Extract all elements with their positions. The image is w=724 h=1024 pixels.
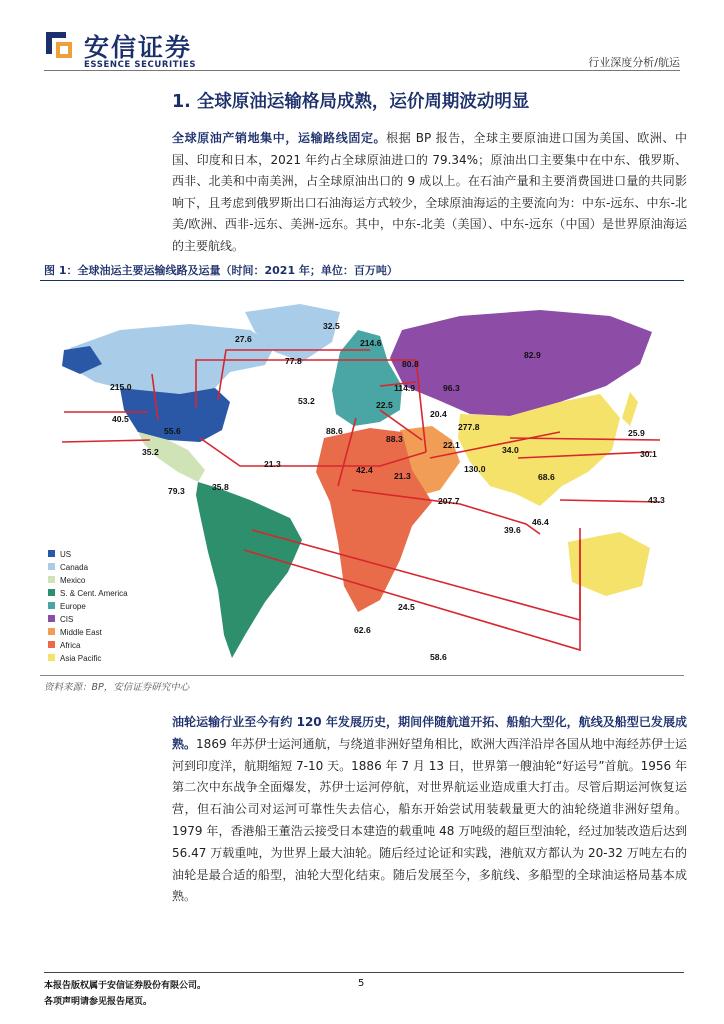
flow-label: 96.3 <box>443 383 460 393</box>
report-type: 行业深度分析/航运 <box>588 56 680 69</box>
legend-label: CIS <box>60 615 74 624</box>
flow-label: 42.4 <box>356 465 373 475</box>
flow-label: 24.5 <box>398 602 415 612</box>
flow-label: 53.2 <box>298 396 315 406</box>
legend-swatch <box>48 602 55 609</box>
flow-label: 25.9 <box>628 428 645 438</box>
flow-label: 22.5 <box>376 400 393 410</box>
flow-label: 214.6 <box>360 338 382 348</box>
paragraph-history-body: 1869 年苏伊士运河通航，与绕道非洲好望角相比，欧洲大西洋沿岸各国从地中海经苏伊士运河到印度洋，航期缩短 7-10 天。1886 年 7 月 13 日，世界第一艘油轮“好运号”首航。1956 年第二次中东战争全面爆发，苏伊士运河停航，对世界航运业造成重大打击。尽管后期运河恢复运营，但石油公司对运河可靠性失去信心，船东开始尝试用装载量更大的油轮绕道非洲好望角。1979 年，香港船王董浩云接受日本建造的载重吨 48 万吨级的超巨型油轮，经过加装改造后达到 56.47 万载重吨，为世界上最大油轮。随后经过论证和实践，港航双方都认为 20-32 万吨左右的油轮是最合适的船型，油轮大型化结束。随后发展至今，多航线、多船型的全球油运格局基本成熟。 <box>172 736 687 904</box>
flow-label: 277.8 <box>458 422 480 432</box>
flow-label: 22.1 <box>443 440 460 450</box>
flow-label: 21.3 <box>394 471 411 481</box>
flow-label: 35.2 <box>142 447 159 457</box>
company-name-cn: 安信证券 <box>84 33 193 62</box>
legend-label: US <box>60 550 72 559</box>
legend-swatch <box>48 654 55 661</box>
legend-label: S. & Cent. America <box>60 589 128 598</box>
logo-mark-icon <box>44 28 74 58</box>
flow-label: 55.6 <box>164 426 181 436</box>
flow-label: 35.8 <box>212 482 229 492</box>
flow-label: 88.3 <box>386 434 403 444</box>
paragraph-history <box>172 712 687 908</box>
figure-title: 图 1：全球油运主要运输线路及运量（时间：2021 年；单位：百万吨） <box>44 264 398 277</box>
section-title: 1. 全球原油运输格局成熟，运价周期波动明显 <box>172 92 530 112</box>
paragraph-intro-body: 根据 BP 报告，全球主要原油进口国为美国、欧洲、中国、印度和日本，2021 年约占全球原油进口的 79.34%；原油出口主要集中在中东、俄罗斯、西非、北美和中南美洲，占全球原油出口的 9 成以上。在石油产量和主要消费国进口量的共同影响下，且考虑到俄罗斯出口石油海运方式较少，全球原油海运的主要流向为：中东-远东、中东-北美/欧洲、西非-远东、美洲-远东。其中，中东-北美（美国）、中东-远东（中国）是世界原油海运的主要航线。 <box>172 131 687 253</box>
figure-source: 资料来源：BP，安信证券研究中心 <box>44 682 190 693</box>
flow-label: 88.6 <box>326 426 343 436</box>
legend-swatch <box>48 576 55 583</box>
flow-label: 215.0 <box>110 382 132 392</box>
page-number: 5 <box>358 978 365 989</box>
flow-label: 68.6 <box>538 472 555 482</box>
flow-label: 43.3 <box>648 495 665 505</box>
paragraph-intro <box>172 128 687 257</box>
figure-top-rule <box>40 280 684 281</box>
flow-label: 27.6 <box>235 334 252 344</box>
flow-label: 40.5 <box>112 414 129 424</box>
paragraph-intro-lead: 全球原油产销地集中，运输路线固定。 <box>172 131 387 145</box>
flow-label: 207.7 <box>438 496 460 506</box>
flow-label: 21.3 <box>264 459 281 469</box>
legend-label: Mexico <box>60 576 86 585</box>
flow-label: 32.5 <box>323 321 340 331</box>
paragraph-history-lead: 油轮运输行业至今有约 120 年发展历史，期间伴随航道开拓、船舶大型化，航线及船型已发展成熟。 <box>172 715 687 751</box>
legend-swatch <box>48 628 55 635</box>
flow-label: 46.4 <box>532 517 549 527</box>
figure-bottom-rule <box>40 675 684 676</box>
flow-label: 20.4 <box>430 409 447 419</box>
legend-swatch <box>48 589 55 596</box>
legend-swatch <box>48 563 55 570</box>
flow-label: 80.8 <box>402 359 419 369</box>
legend-swatch <box>48 550 55 557</box>
footer-copyright: 本报告版权属于安信证券股份有限公司。 <box>44 981 207 991</box>
footer-divider <box>44 972 684 973</box>
oil-flow-map <box>40 290 684 672</box>
flow-label: 62.6 <box>354 625 371 635</box>
footer-disclaimer-note: 各项声明请参见报告尾页。 <box>44 997 153 1007</box>
header-divider <box>44 70 680 71</box>
legend-label: Canada <box>60 563 89 572</box>
legend-label: Asia Pacific <box>60 654 102 663</box>
flow-label: 30.1 <box>640 449 657 459</box>
company-name-en: ESSENCE SECURITIES <box>84 60 197 70</box>
flow-label: 58.6 <box>430 652 447 662</box>
flow-label: 130.0 <box>464 464 486 474</box>
legend-label: Africa <box>60 641 81 650</box>
legend-swatch <box>48 641 55 648</box>
legend-label: Europe <box>60 602 86 611</box>
flow-label: 77.8 <box>285 356 302 366</box>
legend-swatch <box>48 615 55 622</box>
flow-label: 79.3 <box>168 486 185 496</box>
legend-label: Middle East <box>60 628 102 637</box>
flow-label: 39.6 <box>504 525 521 535</box>
flow-label: 34.0 <box>502 445 519 455</box>
flow-label: 114.9 <box>394 383 416 393</box>
flow-label: 82.9 <box>524 350 541 360</box>
